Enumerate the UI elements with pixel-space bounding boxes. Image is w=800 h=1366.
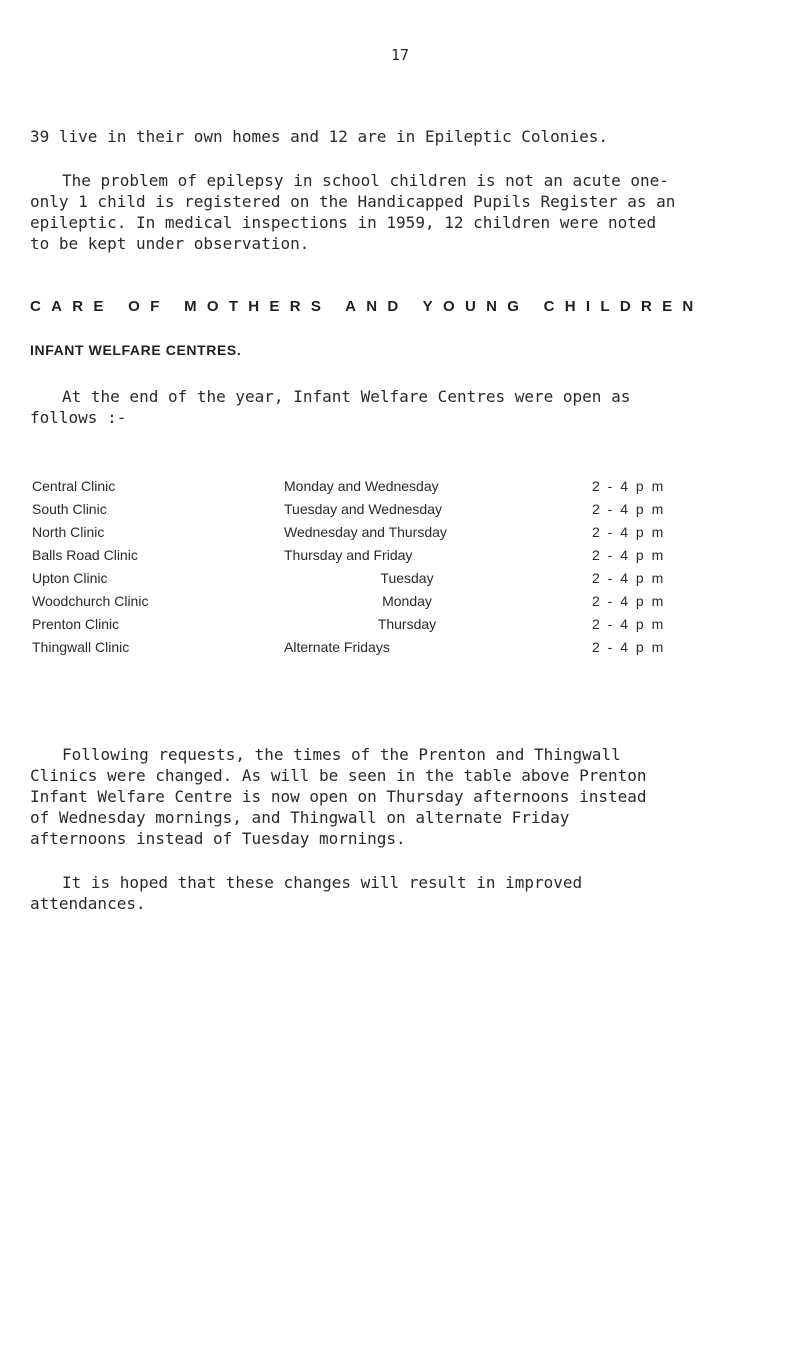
clinic-days: Thursday <box>377 616 437 632</box>
paragraph-line: The problem of epilepsy in school children is not an acute one- <box>62 171 669 190</box>
paragraph-line: only 1 child is registered on the Handicapped Pupils Register as an <box>30 192 676 211</box>
clinic-times: 2 - 4 p m <box>592 524 666 540</box>
paragraph-line: Following requests, the times of the Prenton and Thingwall <box>62 745 621 764</box>
clinic-times: 2 - 4 p m <box>592 593 666 609</box>
intro-paragraph <box>30 126 770 147</box>
intro-line: 39 live in their own homes and 12 are in Epileptic Colonies. <box>30 127 608 146</box>
table-row <box>32 570 672 593</box>
clinic-name: Woodchurch Clinic <box>32 593 149 609</box>
clinic-times: 2 - 4 p m <box>592 501 666 517</box>
clinic-name: Upton Clinic <box>32 570 108 586</box>
table-row <box>32 639 672 662</box>
clinic-days: Wednesday and Thursday <box>284 524 447 540</box>
clinic-days: Monday and Wednesday <box>284 478 439 494</box>
table-row <box>32 616 672 639</box>
closing-paragraph <box>30 872 770 914</box>
clinic-name: North Clinic <box>32 524 105 540</box>
clinic-days: Monday <box>382 593 432 609</box>
paragraph-line: At the end of the year, Infant Welfare Centres were open as <box>62 387 631 406</box>
sub-heading: INFANT WELFARE CENTRES. <box>30 342 242 358</box>
page-number: 17 <box>390 46 410 64</box>
section-heading: CARE OF MOTHERS AND YOUNG CHILDREN <box>30 298 704 315</box>
clinic-name: Balls Road Clinic <box>32 547 138 563</box>
centres-intro-paragraph <box>30 386 770 428</box>
clinic-times: 2 - 4 p m <box>592 639 666 655</box>
clinic-times: 2 - 4 p m <box>592 616 666 632</box>
changes-paragraph <box>30 744 770 849</box>
clinic-schedule-table <box>32 478 672 662</box>
paragraph-line: to be kept under observation. <box>30 234 310 253</box>
clinic-name: Central Clinic <box>32 478 116 494</box>
table-row <box>32 501 672 524</box>
clinic-days: Tuesday <box>380 570 434 586</box>
paragraph-line: afternoons instead of Tuesday mornings. <box>30 829 406 848</box>
paragraph-line: epileptic. In medical inspections in 1959, 12 children were noted <box>30 213 657 232</box>
epilepsy-paragraph <box>30 170 770 254</box>
clinic-times: 2 - 4 p m <box>592 570 666 586</box>
clinic-name: Thingwall Clinic <box>32 639 130 655</box>
paragraph-line: Clinics were changed. As will be seen in the table above Prenton <box>30 766 647 785</box>
clinic-name: Prenton Clinic <box>32 616 120 632</box>
paragraph-line: follows :- <box>30 408 127 427</box>
clinic-name: South Clinic <box>32 501 107 517</box>
table-row <box>32 524 672 547</box>
table-row <box>32 593 672 616</box>
clinic-times: 2 - 4 p m <box>592 547 666 563</box>
clinic-times: 2 - 4 p m <box>592 478 666 494</box>
paragraph-line: of Wednesday mornings, and Thingwall on alternate Friday <box>30 808 570 827</box>
table-row <box>32 478 672 501</box>
table-row <box>32 547 672 570</box>
paragraph-line: Infant Welfare Centre is now open on Thursday afternoons instead <box>30 787 647 806</box>
clinic-days: Tuesday and Wednesday <box>284 501 442 517</box>
paragraph-line: It is hoped that these changes will result in improved <box>62 873 583 892</box>
clinic-days: Alternate Fridays <box>284 639 390 655</box>
paragraph-line: attendances. <box>30 894 146 913</box>
clinic-days: Thursday and Friday <box>284 547 413 563</box>
